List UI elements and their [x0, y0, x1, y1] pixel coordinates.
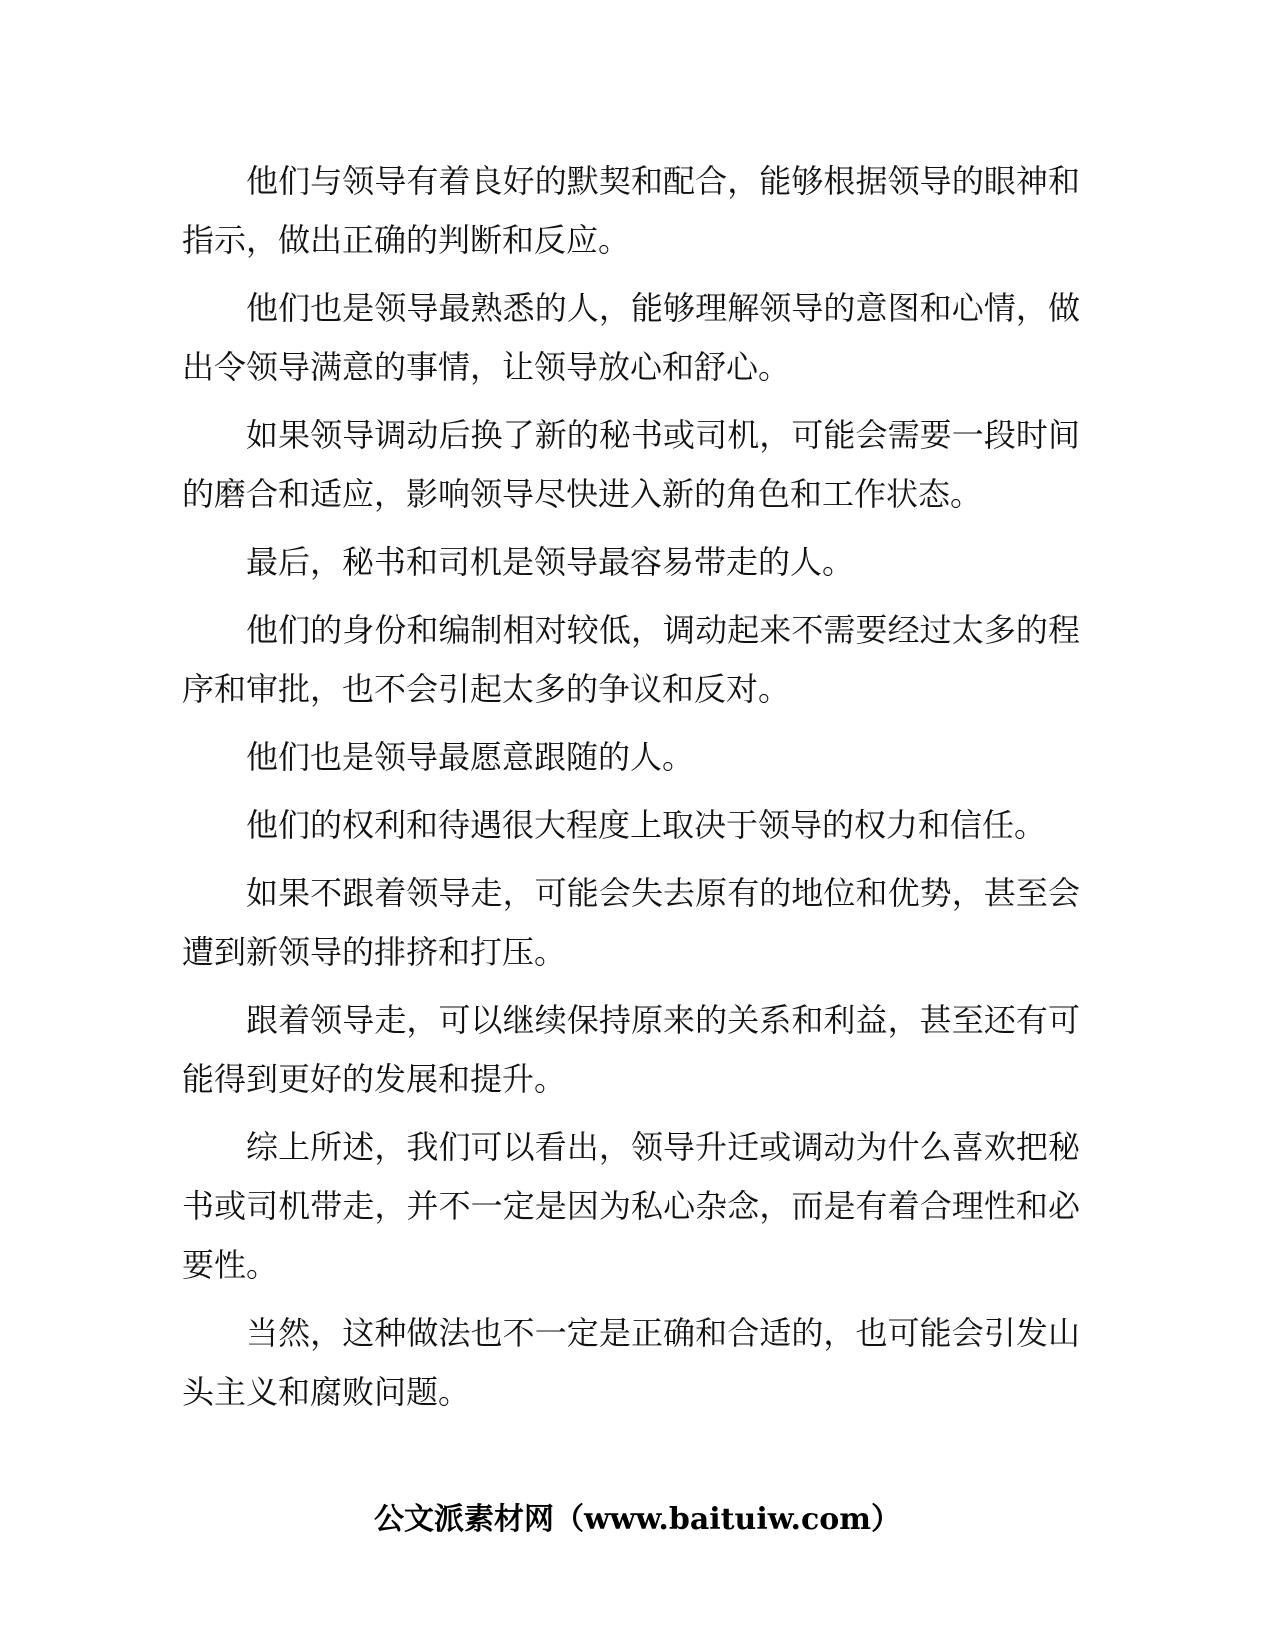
paragraph-9: 跟着领导走，可以继续保持原来的关系和利益，甚至还有可能得到更好的发展和提升。 — [182, 1001, 1080, 1098]
paragraph-2: 他们也是领导最熟悉的人，能够理解领导的意图和心情，做出令领导满意的事情，让领导放心和舒心。 — [182, 289, 1080, 386]
paragraph-7: 他们的权利和待遇很大程度上取决于领导的权力和信任。 — [246, 806, 1047, 844]
document-body — [182, 152, 1080, 1431]
paragraph-6: 他们也是领导最愿意跟随的人。 — [246, 738, 695, 776]
paragraph-11: 当然，这种做法也不一定是正确和合适的，也可能会引发山头主义和腐败问题。 — [182, 1314, 1080, 1411]
paragraph-8: 如果不跟着领导走，可能会失去原有的地位和优势，甚至会遭到新领导的排挤和打压。 — [182, 874, 1080, 971]
paragraph-4: 最后，秘书和司机是领导最容易带走的人。 — [246, 543, 855, 581]
paragraph-10: 综上所述，我们可以看出，领导升迁或调动为什么喜欢把秘书或司机带走，并不一定是因为私心杂念，而是有着合理性和必要性。 — [182, 1128, 1080, 1284]
paragraph-3: 如果领导调动后换了新的秘书或司机，可能会需要一段时间的磨合和适应，影响领导尽快进入新的角色和工作状态。 — [182, 416, 1080, 513]
paragraph-1: 他们与领导有着良好的默契和配合，能够根据领导的眼神和指示，做出正确的判断和反应。 — [182, 162, 1080, 259]
paragraph-5: 他们的身份和编制相对较低，调动起来不需要经过太多的程序和审批，也不会引起太多的争议和反对。 — [182, 611, 1080, 708]
footer-source-text: 公文派素材网（www.baituiw.com） — [373, 1502, 902, 1537]
